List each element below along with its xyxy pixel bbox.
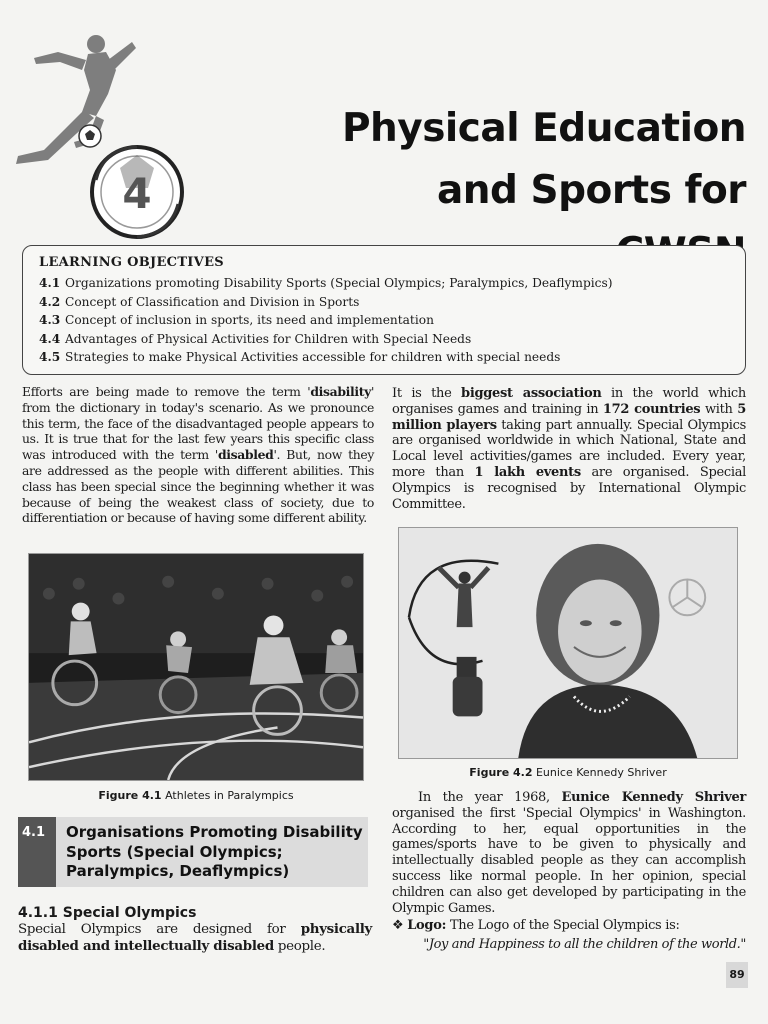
figure-4-1-caption	[28, 789, 364, 802]
text-run: '. But, now they are addressed as the people with different abilities. This class has been special since the beginning whether it was because of being the weakest class of society, due to differentiation or because of having some different ability.	[22, 447, 374, 526]
figure-caption-text: Eunice Kennedy Shriver	[535, 766, 667, 779]
shriver-paragraph	[392, 790, 746, 916]
bullet-icon: ❖	[392, 918, 404, 934]
objective-item	[39, 348, 729, 367]
chapter-artwork	[4, 30, 194, 240]
bold-term: disability	[310, 384, 371, 399]
logo-quote: "Joy and Happiness to all the children of the world."	[423, 937, 746, 953]
section-number: 4.1	[22, 825, 46, 840]
objective-text: Concept of Classification and Division in Sports	[65, 294, 360, 309]
objective-number: 4.4	[39, 331, 61, 346]
chapter-title-line-1: Physical Education	[341, 106, 746, 151]
text-run: Efforts are being made to remove the term '	[22, 384, 311, 399]
objective-number: 4.5	[39, 350, 61, 365]
text-run: taking part annually. Special Olympics are organised worldwide in which National, State and Local level activities/games are included. Every year, more than	[392, 417, 746, 480]
bold-term: disabled	[217, 447, 274, 463]
objective-item	[39, 274, 729, 293]
bold-term: biggest association	[461, 386, 602, 401]
subsection-title: 4.1.1 Special Olympics	[18, 905, 197, 921]
bold-term: 172 countries	[602, 401, 701, 417]
text-run: It is the	[392, 386, 462, 401]
figure-label: Figure 4.2	[469, 766, 533, 779]
figure-4-2-caption	[398, 766, 738, 779]
section-title: Organisations Promoting Disability Sports (Special Olympics; Paralympics, Deaflympics)	[66, 823, 363, 880]
objective-text: Advantages of Physical Activities for Children with Special Needs	[65, 331, 472, 346]
section-heading-box	[18, 817, 368, 887]
objective-text: Organizations promoting Disability Sports (Special Olympics; Paralympics, Deaflympics)	[65, 276, 613, 290]
paralympics-athletes-photo	[28, 553, 364, 781]
chapter-title-line-2: and Sports for	[436, 168, 746, 213]
intro-paragraph	[22, 384, 374, 526]
objective-number: 4.3	[39, 313, 61, 328]
text-run: with	[700, 401, 738, 417]
shriver-section	[392, 790, 746, 953]
figure-caption-text: Athletes in Paralympics	[165, 789, 294, 802]
logo-text: The Logo of the Special Olympics is:	[446, 918, 680, 934]
bold-term: 1 lakh events	[474, 464, 581, 480]
bold-term: Eunice Kennedy Shriver	[561, 790, 746, 805]
eunice-kennedy-shriver-photo	[398, 527, 738, 759]
special-olympics-paragraph	[392, 386, 746, 512]
text-run: ' from the dictionary in today's scenario. As we pronounce this term, the face of the disadvantaged people appears to us. It is true that for the last few years this specific class was introduced with the term '	[22, 384, 374, 463]
logo-label: Logo:	[407, 918, 447, 934]
objective-text: Concept of inclusion in sports, its need and implementation	[65, 313, 434, 328]
subsection-body	[18, 921, 372, 955]
objective-item	[39, 330, 729, 349]
text-run: In the year 1968,	[418, 790, 562, 805]
learning-objectives-box	[22, 245, 746, 375]
logo-line	[392, 918, 746, 934]
footballer-illustration	[16, 35, 136, 164]
text-run: people.	[273, 939, 326, 954]
text-run: organised the first 'Special Olympics' in Washington. According to her, equal opportunities in the games/sports have to be given to physically and intellectually disabled people as they can accomplish success like normal people. In her opinion, special children can also get developed by participating in the Olympic Games.	[392, 805, 746, 916]
bold-term: physically disabled and intellectually disabled	[18, 921, 372, 954]
chapter-number: 4	[122, 169, 152, 218]
objective-number: 4.2	[39, 294, 61, 309]
objective-number: 4.1	[39, 276, 61, 290]
objective-text: Strategies to make Physical Activities accessible for children with special needs	[65, 350, 561, 365]
objective-item	[39, 311, 729, 330]
small-ball-icon	[79, 125, 101, 147]
text-run: Special Olympics are designed for	[18, 922, 301, 937]
text-run: are organised. Special Olympics is recognised by International Olympic Committee.	[392, 464, 747, 512]
text-run: in the world which organises games and training in	[392, 386, 746, 417]
page-number: 89	[726, 962, 748, 988]
figure-label: Figure 4.1	[98, 789, 162, 802]
bold-term: 5 million players	[392, 401, 746, 433]
learning-objectives-heading: LEARNING OBJECTIVES	[39, 255, 224, 270]
objective-item	[39, 293, 729, 312]
